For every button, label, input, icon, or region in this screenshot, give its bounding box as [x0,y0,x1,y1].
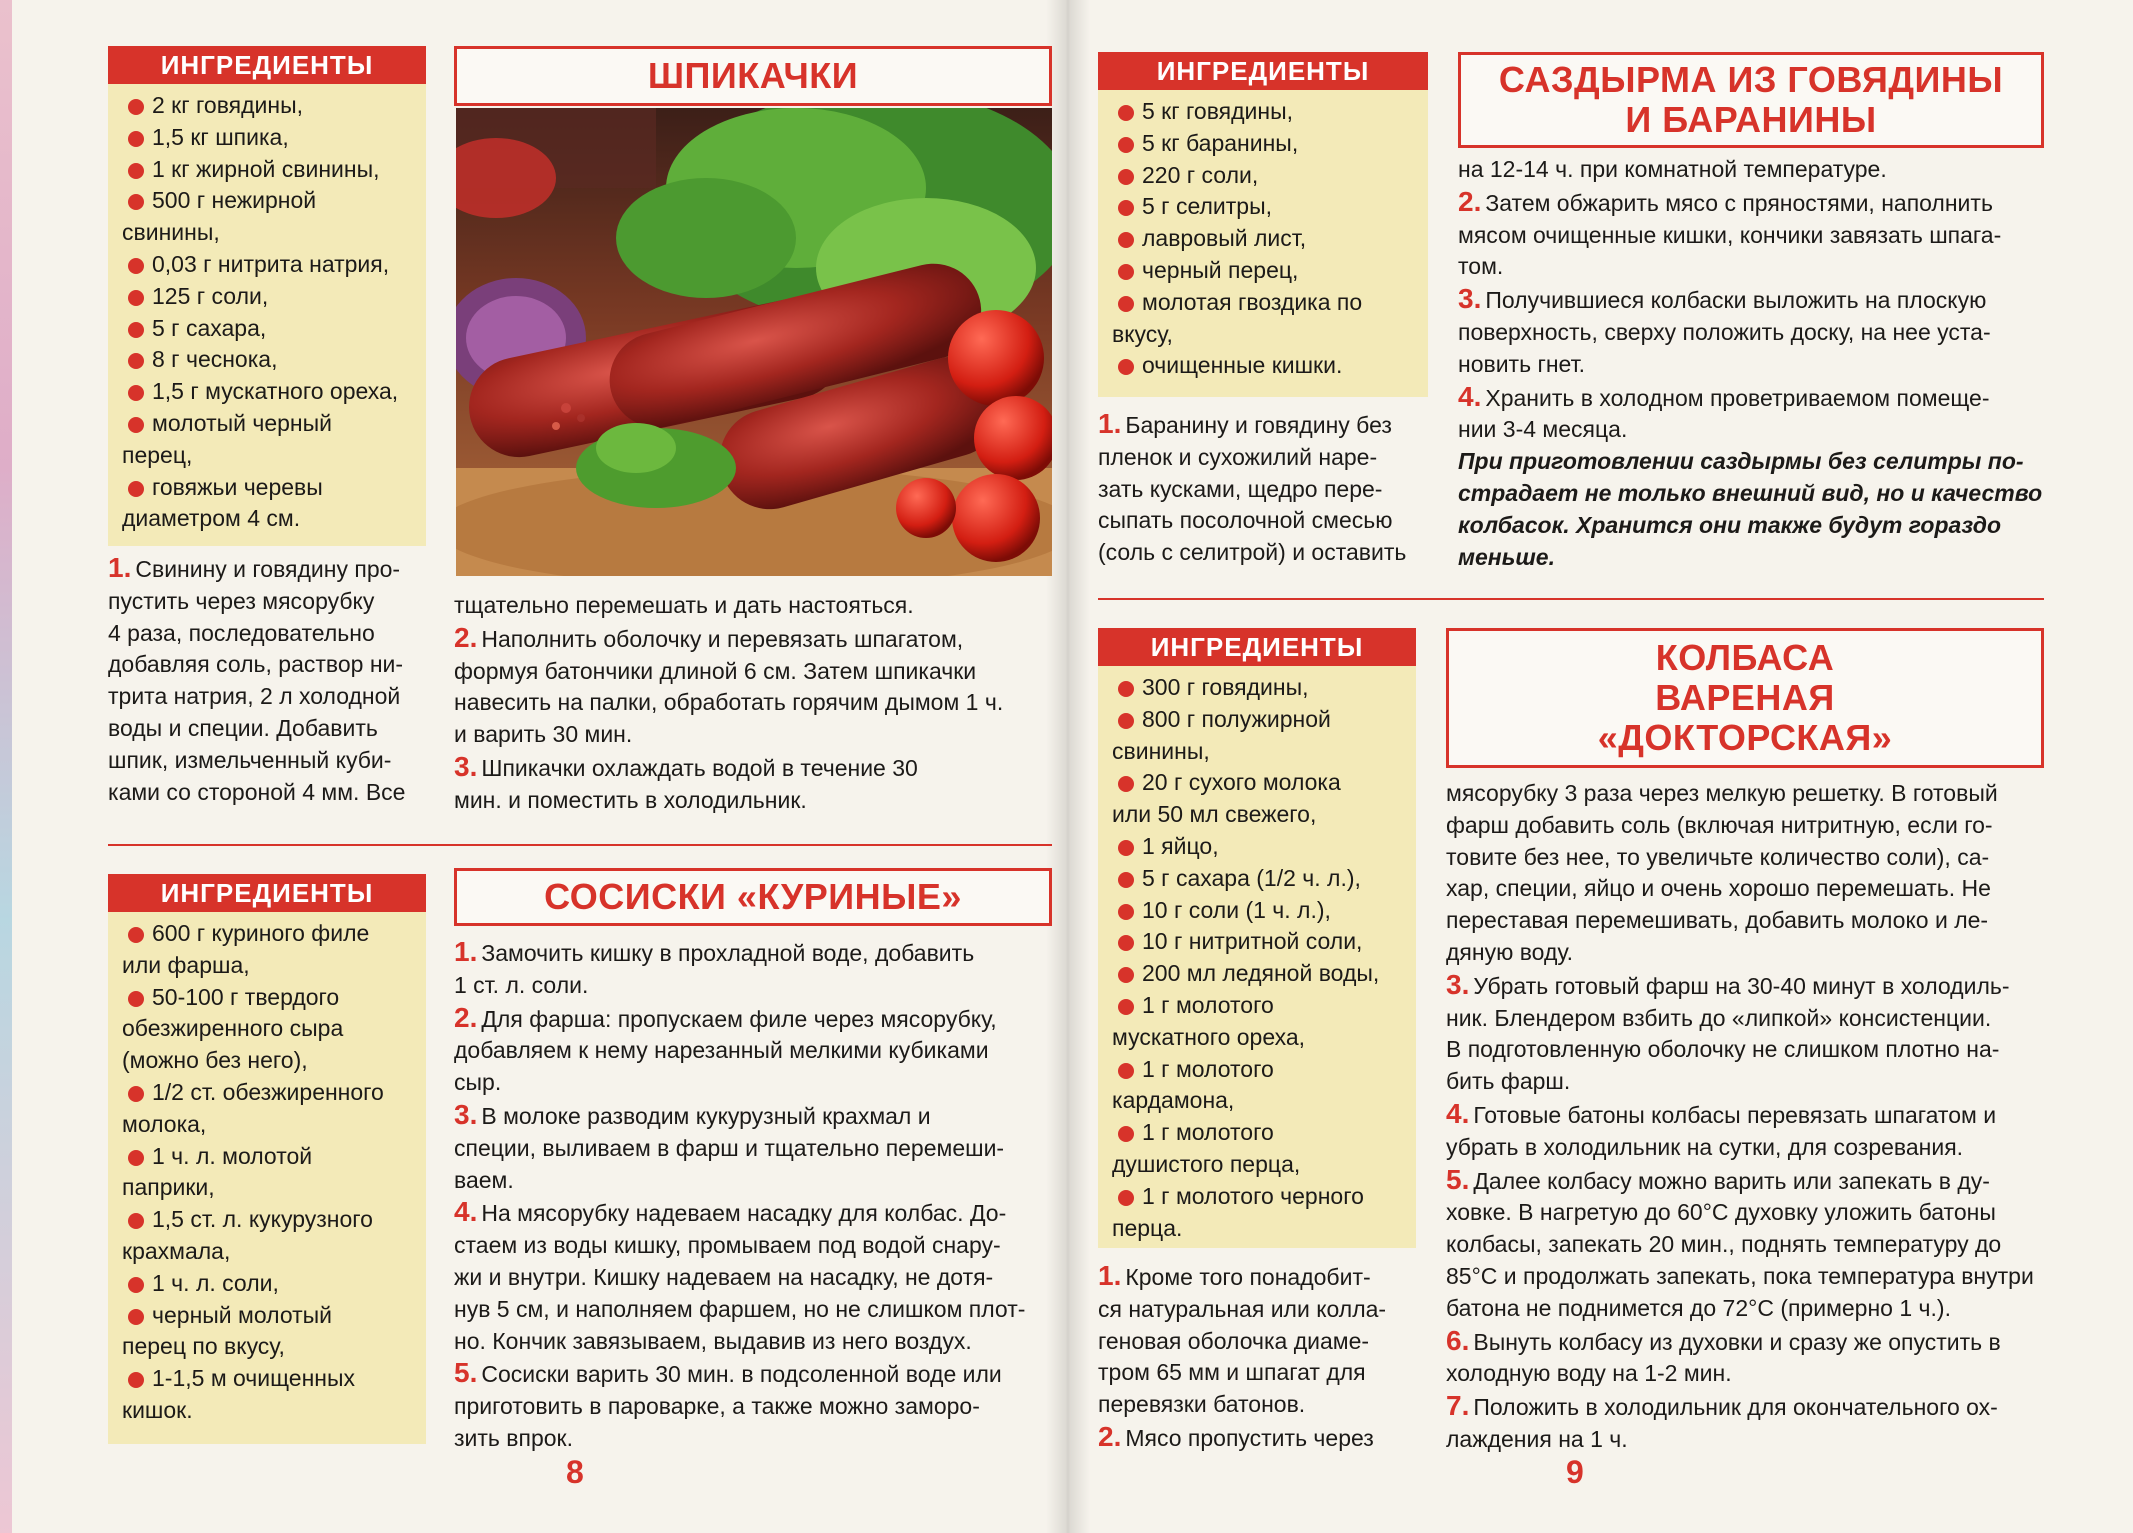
step-line: 2. Затем обжарить мясо с пряностями, наполнить [1458,185,1993,217]
step-line: 1. Свинину и говядину про- [108,552,401,583]
bullet-icon [1118,935,1134,951]
ingredient-item: мускатного ореха, [1112,1023,1306,1050]
ingredient-item: 1/2 ст. обезжиренного [122,1077,416,1109]
ingredient-item: 300 г говядины, [1112,672,1406,704]
ingredient-item: молотый черный [122,408,416,440]
step-line: 5. Сосиски варить 30 мин. в подсоленной воде или [454,1357,1002,1389]
ingredient-item: 5 г селитры, [1112,191,1418,223]
step-line: том. [1458,253,1504,280]
bullet-icon [1118,999,1134,1015]
ingredients-list [1098,666,1416,1244]
ingredient-item: очищенные кишки. [1112,350,1418,382]
doktorskaya-ingredients-panel [1098,628,1416,1248]
step-line: колбасы, запекать 20 мин., поднять температуру до [1446,1231,2002,1258]
step-line: тром 65 мм и шпагат для [1098,1359,1366,1386]
step-line: перевязки батонов. [1098,1391,1306,1418]
step-line: ник. Блендером взбить до «липкой» консистенции. [1446,1004,1992,1031]
sausage-illustration [456,108,1052,576]
ingredient-item: 1,5 ст. л. кукурузного [122,1204,416,1236]
ingredient-item: свинины, [122,219,220,246]
bullet-icon [128,1086,144,1102]
bullet-icon [128,99,144,115]
ingredient-item: душистого перца, [1112,1150,1301,1177]
ingredient-item: черный перец, [1112,255,1418,287]
sazdyrma-ingredients-panel [1098,52,1428,397]
bullet-icon [1118,776,1134,792]
step-line: убрать в холодильник на сутки, для созревания. [1446,1133,1964,1160]
ingredient-item: крахмала, [122,1237,231,1264]
bullet-icon [128,163,144,179]
ingredient-item: молотая гвоздика по [1112,287,1418,319]
step-line: 2. Наполнить оболочку и перевязать шпагатом, [454,621,964,653]
step-line: зить впрок. [454,1424,574,1451]
step-line: переставая перемешивать, добавить молоко и ле- [1446,907,1989,934]
step-line: сыр. [454,1069,502,1096]
step-line: батона не поднимется до 72°С (примерно 1 ч.). [1446,1294,1951,1321]
step-number: 2. [454,621,478,653]
title-line: САЗДЫРМА ИЗ ГОВЯДИНЫ [1498,59,2004,100]
step-line: мин. и поместить в холодильник. [454,786,807,813]
ingredient-item: 10 г нитритной соли, [1112,926,1406,958]
step-line: 6. Вынуть колбасу из духовки и сразу же опустить в [1446,1324,2001,1356]
bullet-icon [128,417,144,433]
step-line: хар, специи, яйцо и очень хорошо перемешать. Не [1446,875,1991,902]
ingredients-header: ИНГРЕДИЕНТЫ [1098,52,1428,90]
step-line: добавляем к нему нарезанный мелкими кубиками [454,1037,989,1064]
page-number-left: 8 [566,1454,584,1490]
bullet-icon [128,131,144,147]
ingredient-item: кишок. [122,1396,193,1423]
bullet-icon [1118,137,1134,153]
bullet-icon [1118,904,1134,920]
title-line: КОЛБАСА [1655,637,1835,678]
step-line: мясорубку 3 раза через мелкую решетку. В готовый [1446,780,1998,806]
ingredient-item: лавровый лист, [1112,223,1418,255]
ingredient-item: или 50 мл свежего, [1112,801,1317,828]
step-line: нии 3-4 месяца. [1458,416,1628,443]
title-line: ВАРЕНАЯ [1655,677,1835,718]
title-text: ШПИКАЧКИ [647,55,859,96]
step-line: пленок и сухожилий наре- [1098,443,1378,470]
sausage-photo [456,108,1052,576]
ingredient-item: 600 г куриного филе [122,918,416,950]
step-number: 3. [1458,283,1482,315]
step-line: зать кусками, щедро пере- [1098,475,1383,502]
step-line: навесить на палки, обработать горячим дымом 1 ч. [454,689,1004,716]
ingredient-item: 0,03 г нитрита натрия, [122,249,416,281]
step-line: стаем из воды кишку, промываем под водой снару- [454,1232,1001,1259]
ingredient-item: 220 г соли, [1112,160,1418,192]
ingredient-item: 200 мл ледяной воды, [1112,958,1406,990]
step-line: ками со стороной 4 мм. Все [108,778,406,805]
step-line: 2. Для фарша: пропускаем филе через мясорубку, [454,1001,997,1033]
doktorskaya-steps-col1 [1098,1260,1416,1455]
step-number: 1. [1098,408,1122,439]
ingredient-item: диаметром 4 см. [122,505,301,532]
step-line: приготовить в пароварке, а также можно заморо- [454,1393,980,1420]
step-line: пустить через мясорубку [108,587,375,614]
step-line: 7. Положить в холодильник для окончательного ох- [1446,1390,1998,1422]
shpikachki-steps-col2 [454,590,1052,817]
sazdyrma-title [1458,52,2044,148]
step-line: сыпать посолочной смесью [1098,507,1393,534]
bullet-icon [128,1213,144,1229]
step-line: но. Кончик завязываем, выдавив из него воздух. [454,1327,972,1354]
page-number-right: 9 [1566,1454,1584,1490]
step-line: 1 ст. л. соли. [454,971,589,998]
bullet-icon [1118,681,1134,697]
step-line: ся натуральная или колла- [1098,1295,1387,1322]
step-line: 3. Шпикачки охлаждать водой в течение 30 [454,750,918,782]
step-number: 3. [1446,968,1470,1000]
ingredient-item: перец, [122,441,193,468]
ingredient-item: вкусу, [1112,320,1173,347]
bullet-icon [1118,296,1134,312]
bullet-icon [128,353,144,369]
note-line: страдает не только внешний вид, но и качество [1458,479,2043,506]
ingredient-item: (можно без него), [122,1047,308,1074]
ingredients-header: ИНГРЕДИЕНТЫ [108,46,426,84]
ingredient-item: паприки, [122,1174,215,1201]
step-line: 85°С и продолжать запекать, пока температура внутри [1446,1262,2034,1289]
bullet-icon [128,991,144,1007]
step-line: 1. Баранину и говядину без [1098,408,1392,439]
sosiski-ingredients-panel [108,874,426,1444]
step-line: поверхность, сверху положить доску, на нее уста- [1458,318,1991,345]
ingredient-item: 1 г молотого черного [1112,1181,1406,1213]
section-divider [108,844,1052,846]
bullet-icon [1118,1126,1134,1142]
ingredient-item: 1 ч. л. молотой [122,1141,416,1173]
bullet-icon [1118,105,1134,121]
step-line: ховке. В нагретую до 60°С духовку уложить батоны [1446,1199,1996,1226]
ingredient-item: 20 г сухого молока [1112,767,1406,799]
step-line: 4. На мясорубку надеваем насадку для колбас. До- [454,1196,1007,1228]
doktorskaya-steps-col2 [1446,778,2044,1456]
section-divider [1098,598,2044,600]
bullet-icon [1118,200,1134,216]
note-line: меньше. [1458,543,1555,570]
step-number: 5. [1446,1163,1470,1195]
step-number: 5. [454,1357,478,1389]
ingredients-header: ИНГРЕДИЕНТЫ [1098,628,1416,666]
step-line: фарш добавить соль (включая нитритную, если го- [1446,811,1993,838]
ingredient-item: 500 г нежирной [122,185,416,217]
title-line: И БАРАНИНЫ [1625,99,1877,140]
step-line: тщательно перемешать и дать настояться. [454,592,914,618]
shpikachki-steps-col1 [108,552,426,808]
step-line: формуя батончики длиной 6 см. Затем шпикачки [454,657,977,684]
step-line: 1. Замочить кишку в прохладной воде, добавить [454,936,975,967]
step-line: новить гнет. [1458,350,1585,377]
step-number: 3. [454,750,478,782]
ingredient-item: 125 г соли, [122,281,416,313]
shpikachki-title [454,46,1052,106]
title-text: СОСИСКИ «КУРИНЫЕ» [544,876,962,917]
step-line: В подготовленную оболочку не слишком плотно на- [1446,1036,2000,1063]
ingredient-item: 1 г молотого [1112,1117,1406,1149]
bullet-icon [128,1277,144,1293]
bullet-icon [128,290,144,306]
step-line: 5. Далее колбасу можно варить или запекать в ду- [1446,1163,1990,1195]
ingredient-item: 1,5 г мускатного ореха, [122,376,416,408]
bullet-icon [1118,1190,1134,1206]
sosiski-title [454,868,1052,926]
ingredients-list [108,84,426,535]
bullet-icon [1118,713,1134,729]
sazdyrma-steps-col1 [1098,408,1428,569]
sazdyrma-steps-col2 [1458,154,2044,573]
step-line: 4 раза, последовательно [108,619,375,646]
step-line: бить фарш. [1446,1068,1571,1095]
step-line: 2. Мясо пропустить через [1098,1420,1374,1452]
ingredient-item: 5 г сахара (1/2 ч. л.), [1112,863,1406,895]
bullet-icon [1118,967,1134,983]
step-line: холодную воду на 1-2 мин. [1446,1360,1732,1387]
step-number: 6. [1446,1324,1470,1356]
step-line: 4. Хранить в холодном проветриваемом помеще- [1458,380,1990,412]
title-line: «ДОКТОРСКАЯ» [1597,717,1893,758]
ingredient-item: свинины, [1112,737,1210,764]
ingredient-item: черный молотый [122,1300,416,1332]
doktorskaya-title [1446,628,2044,768]
step-line: лаждения на 1 ч. [1446,1425,1628,1452]
step-line: товите без нее, то увеличьте количество соли), са- [1446,843,1990,870]
ingredient-item: 1,5 кг шпика, [122,122,416,154]
step-line: воды и специи. Добавить [108,714,378,741]
page-edge [0,0,12,1533]
ingredient-item: 1 кг жирной свинины, [122,154,416,186]
sosiski-steps [454,936,1052,1455]
step-line: ваем. [454,1166,514,1193]
bullet-icon [128,194,144,210]
step-line: трита натрия, 2 л холодной [108,683,401,710]
ingredients-list [108,912,426,1427]
bullet-icon [128,258,144,274]
step-number: 2. [1458,185,1482,217]
ingredient-item: 50-100 г твердого [122,982,416,1014]
bullet-icon [1118,840,1134,856]
step-number: 4. [454,1196,478,1228]
bullet-icon [1118,1063,1134,1079]
bullet-icon [128,1372,144,1388]
ingredient-item: 2 кг говядины, [122,90,416,122]
ingredient-item: 10 г соли (1 ч. л.), [1112,895,1406,927]
bullet-icon [128,481,144,497]
ingredient-item: 1-1,5 м очищенных [122,1363,416,1395]
book-gutter [1046,0,1090,1533]
bullet-icon [128,1309,144,1325]
bullet-icon [1118,169,1134,185]
step-line: 1. Кроме того понадобит- [1098,1260,1371,1291]
ingredient-item: 8 г чеснока, [122,344,416,376]
step-line: на 12-14 ч. при комнатной температуре. [1458,156,1887,182]
bullet-icon [128,927,144,943]
bullet-icon [1118,872,1134,888]
shpikachki-ingredients-panel [108,46,426,546]
note-line: При приготовлении саздырмы без селитры по- [1458,448,2024,475]
step-line: добавляя соль, раствор ни- [108,651,404,678]
note-line: колбасок. Хранится они также будут гораздо [1458,511,2002,538]
step-line: нув 5 см, и наполняем фаршем, но не слишком плот- [454,1295,1026,1322]
step-line: специи, выливаем в фарш и тщательно перемеши- [454,1134,1005,1161]
ingredient-item: или фарша, [122,951,250,978]
step-line: дяную воду. [1446,938,1573,965]
ingredients-header: ИНГРЕДИЕНТЫ [108,874,426,912]
step-number: 1. [1098,1260,1122,1291]
bullet-icon [128,322,144,338]
step-line: жи и внутри. Кишку надеваем на насадку, не дотя- [454,1263,994,1290]
step-line: и варить 30 мин. [454,721,633,748]
step-line: геновая оболочка диаме- [1098,1327,1370,1354]
bullet-icon [128,385,144,401]
ingredient-item: 5 г сахара, [122,313,416,345]
step-number: 4. [1458,380,1482,412]
ingredient-item: 5 кг говядины, [1112,96,1418,128]
ingredient-item: обезжиренного сыра [122,1015,344,1042]
step-number: 2. [454,1001,478,1033]
ingredient-item: кардамона, [1112,1087,1235,1114]
step-line: 3. Убрать готовый фарш на 30-40 минут в холодиль- [1446,968,2010,1000]
step-number: 1. [108,552,132,583]
ingredient-item: 1 г молотого [1112,1054,1406,1086]
step-number: 7. [1446,1390,1470,1422]
step-line: мясом очищенные кишки, кончики завязать шпага- [1458,221,2002,248]
step-line: 4. Готовые батоны колбасы перевязать шпагатом и [1446,1097,1997,1129]
bullet-icon [1118,232,1134,248]
bullet-icon [1118,359,1134,375]
ingredient-item: 5 кг баранины, [1112,128,1418,160]
ingredient-item: говяжьи черевы [122,472,416,504]
ingredient-item: перца. [1112,1214,1183,1241]
step-number: 3. [454,1098,478,1130]
step-line: 3. В молоке разводим кукурузный крахмал и [454,1098,931,1130]
ingredient-item: молока, [122,1110,207,1137]
bullet-icon [1118,264,1134,280]
ingredient-item: 1 г молотого [1112,990,1406,1022]
ingredients-list [1098,90,1428,382]
step-number: 1. [454,936,478,967]
step-line: 3. Получившиеся колбаски выложить на плоскую [1458,283,1987,315]
ingredient-item: 1 ч. л. соли, [122,1268,416,1300]
ingredient-item: 1 яйцо, [1112,831,1406,863]
step-line: шпик, измельченный куби- [108,746,392,773]
step-number: 4. [1446,1097,1470,1129]
step-line: (соль с селитрой) и оставить [1098,539,1407,566]
step-number: 2. [1098,1420,1122,1452]
bullet-icon [128,1150,144,1166]
ingredient-item: перец по вкусу, [122,1333,285,1360]
ingredient-item: 800 г полужирной [1112,704,1406,736]
